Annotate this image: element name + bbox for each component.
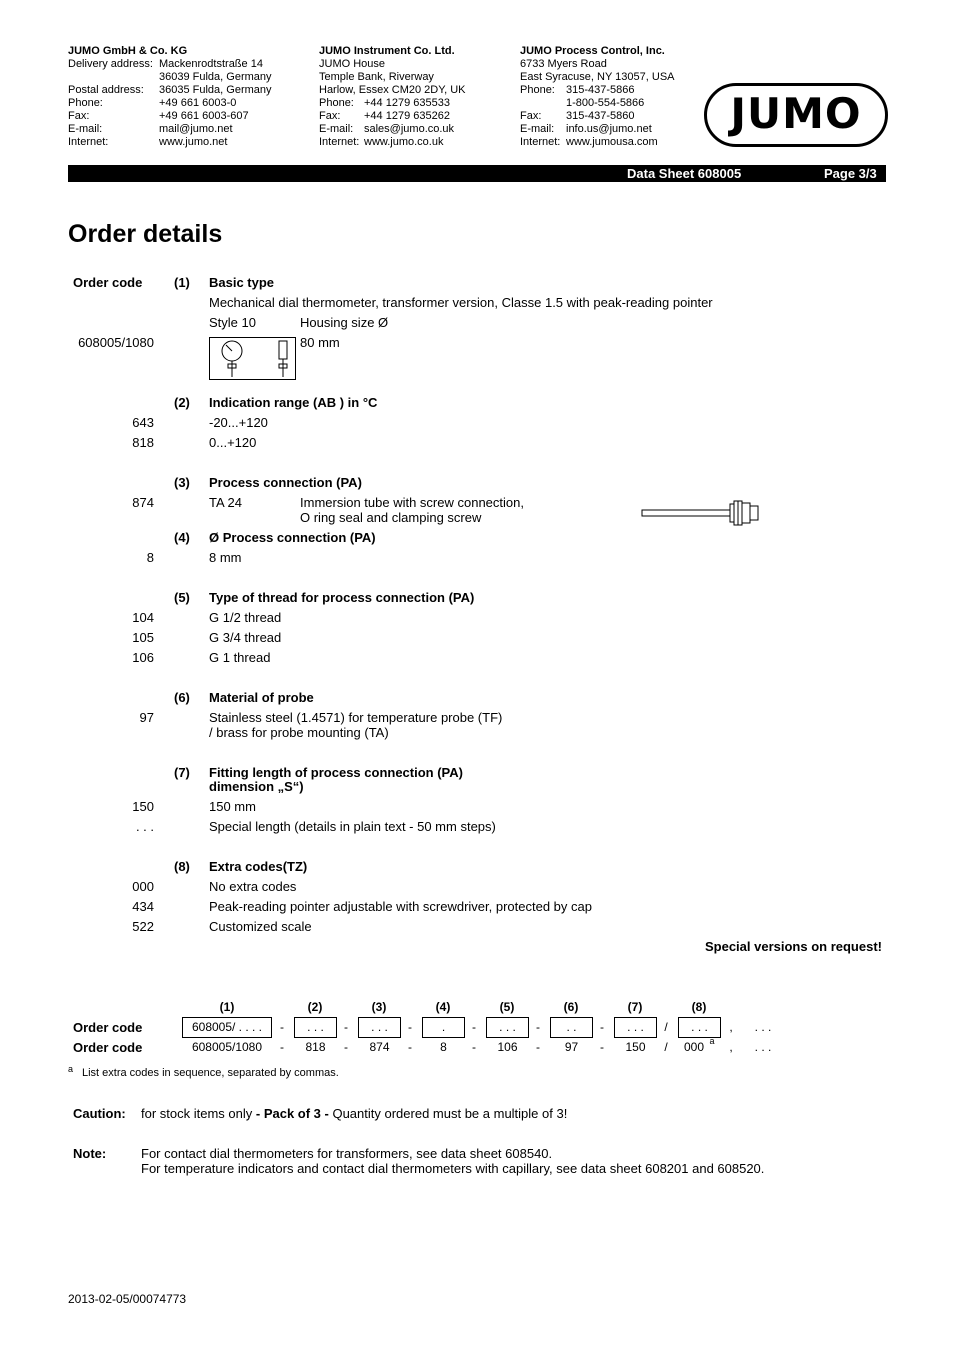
item-text: Immersion tube with screw connection, [300, 495, 524, 510]
example-code: 97 [564, 1040, 579, 1054]
code-separator: - [280, 1040, 284, 1054]
order-code-label: Order code [73, 1020, 143, 1035]
note-label: Note: [73, 1146, 107, 1161]
special-versions-note: Special versions on request! [704, 939, 882, 954]
datasheet-bar [68, 165, 886, 182]
item-code: 434 [132, 899, 154, 914]
item-text: 8 mm [209, 550, 242, 565]
item-text: 80 mm [300, 335, 340, 350]
footnote-text: List extra codes in sequence, separated by commas. [82, 1067, 339, 1079]
item-text: / brass for probe mounting (TA) [209, 725, 389, 740]
item-code: 818 [132, 435, 154, 450]
example-code: 8 [440, 1040, 447, 1054]
header-company-de: JUMO GmbH & Co. KG Delivery address: Mackenrodtstraße 14 36039 Fulda, Germany Postal address: 36035 Fulda, Germany Phone: +49 661 6003-0 Fax: +49 661 6003-607 E-mail: mail@jumo.net Internet: www.jumo.net [68, 45, 272, 148]
code-separator: , [729, 1020, 733, 1034]
code-column-number: (6) [563, 1000, 579, 1014]
item-text: -20...+120 [209, 415, 268, 430]
code-column-number: (8) [691, 1000, 707, 1014]
note-text: For temperature indicators and contact dial thermometers with capillary, see data sheet 608201 and 608520. [141, 1161, 765, 1176]
item-text: No extra codes [209, 879, 297, 894]
page-title: Order details [68, 220, 223, 248]
code-continuation: . . . [754, 1040, 772, 1054]
section-title: dimension „S“) [209, 779, 304, 794]
item-code: 522 [132, 919, 154, 934]
example-code: 150 [625, 1040, 646, 1054]
code-box: . . . [678, 1017, 721, 1038]
document-footer: 2013-02-05/00074773 [68, 1292, 187, 1306]
code-separator: - [344, 1020, 348, 1034]
item-text: O ring seal and clamping screw [300, 510, 482, 525]
item-text: Special length (details in plain text - 50 mm steps) [209, 819, 496, 834]
item-code: 608005/1080 [78, 335, 154, 350]
column-style: Style 10 [209, 315, 256, 330]
section-title: Process connection (PA) [209, 475, 362, 490]
section-number: (7) [174, 765, 190, 780]
code-separator: , [729, 1040, 733, 1054]
order-code-example-label: Order code [73, 1040, 143, 1055]
section-title: Material of probe [209, 690, 314, 705]
immersion-tube-drawing-icon [641, 498, 763, 528]
code-column-number: (1) [219, 1000, 235, 1014]
section-title: Basic type [209, 275, 275, 290]
item-text: G 1/2 thread [209, 610, 282, 625]
company-name: JUMO Instrument Co. Ltd. [319, 45, 455, 57]
section-title: Indication range (AB ) in °C [209, 395, 378, 410]
section-number: (5) [174, 590, 190, 605]
section-number: (6) [174, 690, 190, 705]
section-title: Extra codes(TZ) [209, 859, 308, 874]
section-description: Mechanical dial thermometer, transformer version, Classe 1.5 with peak-reading pointer [209, 295, 713, 310]
code-separator: - [344, 1040, 348, 1054]
code-separator: - [280, 1020, 284, 1034]
code-separator: / [664, 1020, 668, 1034]
section-number: (2) [174, 395, 190, 410]
item-code: . . . [135, 819, 154, 834]
section-number: (8) [174, 859, 190, 874]
thermometer-drawing-icon [209, 337, 297, 381]
code-separator: / [664, 1040, 668, 1054]
caution-label: Caution: [73, 1106, 126, 1121]
code-separator: - [600, 1040, 604, 1054]
section-title: Fitting length of process connection (PA) [209, 765, 463, 780]
code-separator: - [408, 1020, 412, 1034]
code-box: . . . [294, 1017, 337, 1038]
section-number: (3) [174, 475, 190, 490]
section-number: (4) [174, 530, 190, 545]
item-code: 105 [132, 630, 154, 645]
order-code-label: Order code [73, 275, 143, 290]
section-title: Type of thread for process connection (PA) [209, 590, 475, 605]
item-code: 000 [132, 879, 154, 894]
footnote-marker: a [68, 1064, 74, 1074]
section-title: Ø Process connection (PA) [209, 530, 376, 545]
code-separator: - [600, 1020, 604, 1034]
code-box: . . . [486, 1017, 529, 1038]
footnote-marker: a [709, 1036, 715, 1046]
item-code: 874 [132, 495, 154, 510]
header-company-uk: JUMO Instrument Co. Ltd. JUMO House Temple Bank, Riverway Harlow, Essex CM20 2DY, UK Phone: +44 1279 635533 Fax: +44 1279 635262 E-mail: sales@jumo.co.uk Internet: www.jumo.co.uk [319, 45, 466, 148]
item-code: 8 [146, 550, 154, 565]
item-code: 97 [139, 710, 154, 725]
code-column-number: (4) [435, 1000, 451, 1014]
example-code: 874 [369, 1040, 390, 1054]
item-text: 0...+120 [209, 435, 257, 450]
item-text: 150 mm [209, 799, 256, 814]
jumo-logo [704, 83, 888, 147]
company-name: JUMO Process Control, Inc. [520, 45, 665, 57]
item-text: G 3/4 thread [209, 630, 282, 645]
header-company-us: JUMO Process Control, Inc. 6733 Myers Road East Syracuse, NY 13057, USA Phone: 315-437-5866 1-800-554-5866 Fax: 315-437-5860 E-mail: info.us@jumo.net Internet: www.jumousa.com [520, 45, 675, 148]
item-code: 106 [132, 650, 154, 665]
example-code: 608005/1080 [191, 1040, 263, 1054]
code-separator: - [472, 1040, 476, 1054]
column-housing: Housing size Ø [300, 315, 389, 330]
code-column-number: (7) [627, 1000, 643, 1014]
item-text: Peak-reading pointer adjustable with screwdriver, protected by cap [209, 899, 592, 914]
item-code: 104 [132, 610, 154, 625]
item-text: Stainless steel (1.4571) for temperature probe (TF) [209, 710, 503, 725]
code-continuation: . . . [754, 1020, 772, 1034]
example-code: 000 [683, 1040, 705, 1054]
code-box: . . . [614, 1017, 657, 1038]
note-text: For contact dial thermometers for transformers, see data sheet 608540. [141, 1146, 553, 1161]
logo-text: JUMO [730, 89, 862, 138]
code-box: . . . [358, 1017, 401, 1038]
code-separator: - [536, 1020, 540, 1034]
code-column-number: (3) [371, 1000, 387, 1014]
code-separator: - [472, 1020, 476, 1034]
code-box: . . [550, 1017, 593, 1038]
company-name: JUMO GmbH & Co. KG [68, 45, 188, 57]
code-separator: - [536, 1040, 540, 1054]
example-code: 818 [305, 1040, 326, 1054]
item-code: 150 [132, 799, 154, 814]
code-box: 608005/ . . . . [182, 1017, 272, 1038]
caution-text: for stock items only - Pack of 3 - Quantity ordered must be a multiple of 3! [141, 1106, 568, 1121]
code-column-number: (2) [307, 1000, 323, 1014]
item-type: TA 24 [209, 495, 243, 510]
code-box: . [422, 1017, 465, 1038]
item-text: Customized scale [209, 919, 312, 934]
code-column-number: (5) [499, 1000, 515, 1014]
code-separator: - [408, 1040, 412, 1054]
example-code: 106 [497, 1040, 518, 1054]
item-code: 643 [132, 415, 154, 430]
item-text: G 1 thread [209, 650, 271, 665]
datasheet-number: Data Sheet 608005 [627, 166, 742, 181]
page-number: Page 3/3 [824, 166, 877, 181]
section-number: (1) [174, 275, 190, 290]
